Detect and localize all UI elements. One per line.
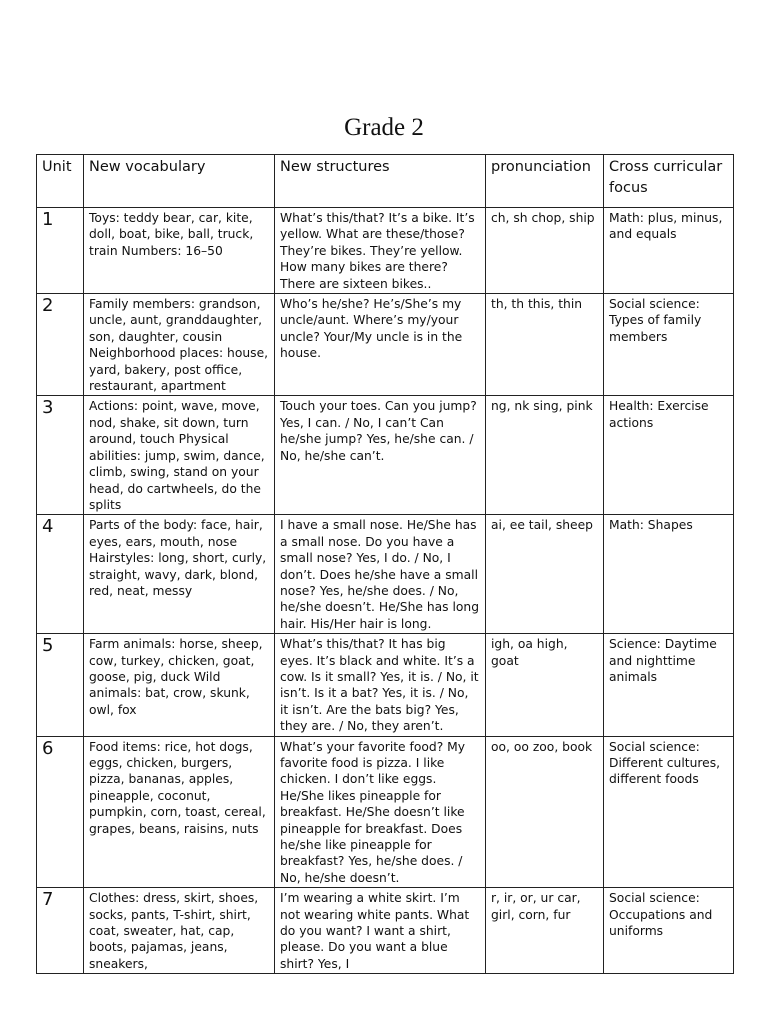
table-row: [37, 515, 734, 634]
vocabulary-cell: Family members: grandson, uncle, aunt, granddaughter, son, daughter, cousin Neighborhood places: house, yard, bakery, post office, restaurant, apartment: [84, 294, 275, 396]
table-header-row: [37, 155, 734, 208]
table-row: [37, 294, 734, 396]
focus-cell: Social science: Occupations and uniforms: [604, 888, 734, 974]
pronunciation-cell: ng, nk sing, pink: [486, 396, 604, 515]
header-pronunciation: pronunciation: [486, 155, 604, 208]
unit-number: 1: [37, 208, 84, 294]
table-row: [37, 208, 734, 294]
header-focus: Cross curricular focus: [604, 155, 734, 208]
page-title: Grade 2: [344, 114, 424, 141]
table-row: [37, 736, 734, 888]
pronunciation-cell: ch, sh chop, ship: [486, 208, 604, 294]
vocabulary-cell: Farm animals: horse, sheep, cow, turkey, chicken, goat, goose, pig, duck Wild animals: bat, crow, skunk, owl, fox: [84, 634, 275, 736]
unit-number: 7: [37, 888, 84, 974]
focus-cell: Health: Exercise actions: [604, 396, 734, 515]
vocabulary-cell: Parts of the body: face, hair, eyes, ears, mouth, nose Hairstyles: long, short, curly, straight, wavy, dark, blond, red, neat, messy: [84, 515, 275, 634]
focus-cell: Math: plus, minus, and equals: [604, 208, 734, 294]
pronunciation-cell: ai, ee tail, sheep: [486, 515, 604, 634]
table-row: [37, 396, 734, 515]
header-unit: Unit: [37, 155, 84, 208]
unit-number: 2: [37, 294, 84, 396]
curriculum-table: [36, 154, 734, 974]
structures-cell: What’s this/that? It’s a bike. It’s yellow. What are these/those? They’re bikes. They’re yellow. How many bikes are there? There are sixteen bikes..: [275, 208, 486, 294]
vocabulary-cell: Toys: teddy bear, car, kite, doll, boat, bike, ball, truck, train Numbers: 16–50: [84, 208, 275, 294]
structures-cell: Touch your toes. Can you jump? Yes, I can. / No, I can’t Can he/she jump? Yes, he/she can. / No, he/she can’t.: [275, 396, 486, 515]
focus-cell: Social science: Types of family members: [604, 294, 734, 396]
header-structures: New structures: [275, 155, 486, 208]
vocabulary-cell: Food items: rice, hot dogs, eggs, chicken, burgers, pizza, bananas, apples, pineapple, coconut, pumpkin, corn, toast, cereal, grapes, beans, raisins, nuts: [84, 736, 275, 888]
table-row: [37, 634, 734, 736]
unit-number: 4: [37, 515, 84, 634]
unit-number: 5: [37, 634, 84, 736]
vocabulary-cell: Actions: point, wave, move, nod, shake, sit down, turn around, touch Physical abilities: jump, swim, dance, climb, swing, stand on your head, do cartwheels, do the splits: [84, 396, 275, 515]
table-row: [37, 888, 734, 974]
pronunciation-cell: r, ir, or, ur car, girl, corn, fur: [486, 888, 604, 974]
structures-cell: What’s your favorite food? My favorite food is pizza. I like chicken. I don’t like eggs. He/She likes pineapple for breakfast. He/She doesn’t like pineapple for breakfast. Does he/she like pineapple for breakfast? Yes, he/she does. / No, he/she doesn’t.: [275, 736, 486, 888]
unit-number: 3: [37, 396, 84, 515]
pronunciation-cell: igh, oa high, goat: [486, 634, 604, 736]
structures-cell: What’s this/that? It has big eyes. It’s black and white. It’s a cow. Is it small? Yes, it is. / No, it isn’t. Is it a bat? Yes, it is. / No, it isn’t. Are the bats big? Yes, they are. / No, they aren’t.: [275, 634, 486, 736]
header-vocabulary: New vocabulary: [84, 155, 275, 208]
pronunciation-cell: th, th this, thin: [486, 294, 604, 396]
vocabulary-cell: Clothes: dress, skirt, shoes, socks, pants, T-shirt, shirt, coat, sweater, hat, cap, boots, pajamas, jeans, sneakers,: [84, 888, 275, 974]
focus-cell: Social science: Different cultures, different foods: [604, 736, 734, 888]
pronunciation-cell: oo, oo zoo, book: [486, 736, 604, 888]
focus-cell: Science: Daytime and nighttime animals: [604, 634, 734, 736]
unit-number: 6: [37, 736, 84, 888]
structures-cell: I have a small nose. He/She has a small nose. Do you have a small nose? Yes, I do. / No, I don’t. Does he/she have a small nose? Yes, he/she does. / No, he/she doesn’t. He/She has long hair. His/Her hair is long.: [275, 515, 486, 634]
structures-cell: I’m wearing a white skirt. I’m not wearing white pants. What do you want? I want a shirt, please. Do you want a blue shirt? Yes, I: [275, 888, 486, 974]
structures-cell: Who’s he/she? He’s/She’s my uncle/aunt. Where’s my/your uncle? Your/My uncle is in the house.: [275, 294, 486, 396]
focus-cell: Math: Shapes: [604, 515, 734, 634]
